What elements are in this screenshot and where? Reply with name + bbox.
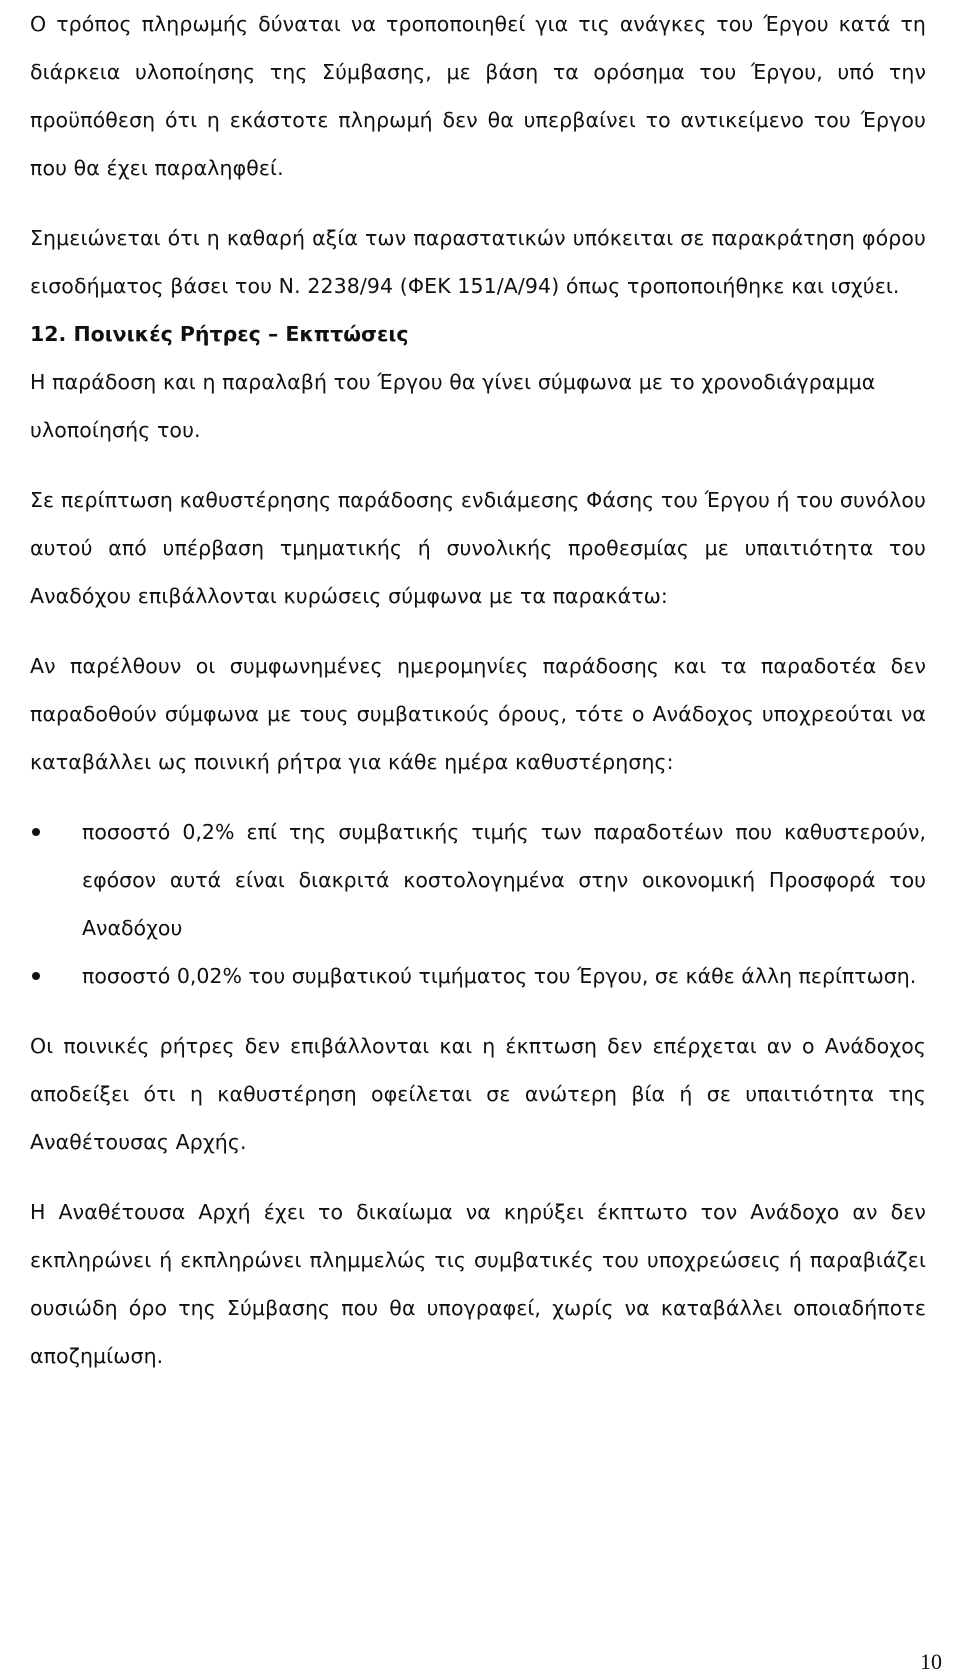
paragraph-payment-method: Ο τρόπος πληρωμής δύναται να τροποποιηθεί για τις ανάγκες του Έργου κατά τη διάρκεια υλοποίησης της Σύμβασης, με βάση τα ορόσημα του Έργου, υπό την προϋπόθεση ότι η εκάστοτε πληρωμή δεν θα υπερβαίνει το αντικείμενο του Έργου που θα έχει παραληφθεί. — [30, 12, 926, 180]
paragraph-delivery: Η παράδοση και η παραλαβή του Έργου θα γίνει σύμφωνα με το χρονοδιάγραμμα υλοποίησής του. — [30, 370, 876, 442]
paragraph-tax-withholding: Σημειώνεται ότι η καθαρή αξία των παραστατικών υπόκειται σε παρακράτηση φόρου εισοδήματος βάσει του Ν. 2238/94 (ΦΕΚ 151/Α/94) όπως τροποποιήθηκε και ισχύει. — [30, 226, 926, 298]
list-item — [30, 952, 926, 1000]
paragraph-delay-sanctions: Σε περίπτωση καθυστέρησης παράδοσης ενδιάμεσης Φάσης του Έργου ή του συνόλου αυτού από υπέρβαση τμηματικής ή συνολικής προθεσμίας με υπαιτιότητα του Αναδόχου επιβάλλονται κυρώσεις σύμφωνα με τα παρακάτω: — [30, 488, 926, 608]
document-page — [30, 0, 926, 1380]
penalty-list — [30, 808, 926, 1000]
paragraph-forfeiture: Η Αναθέτουσα Αρχή έχει το δικαίωμα να κηρύξει έκπτωτο τον Ανάδοχο αν δεν εκπληρώνει ή εκπληρώνει πλημμελώς τις συμβατικές του υποχρεώσεις ή παραβιάζει ουσιώδη όρο της Σύμβασης που θα υπογραφεί, χωρίς να καταβάλλει οποιαδήποτε αποζημίωση. — [30, 1200, 926, 1368]
paragraph-penalty-clause: Αν παρέλθουν οι συμφωνημένες ημερομηνίες παράδοσης και τα παραδοτέα δεν παραδοθούν σύμφωνα με τους συμβατικούς όρους, τότε ο Ανάδοχος υποχρεούται να καταβάλλει ως ποινική ρήτρα για κάθε ημέρα καθυστέρησης: — [30, 654, 926, 774]
section-heading: 12. Ποινικές Ρήτρες – Εκπτώσεις — [30, 322, 409, 346]
bullet-icon — [32, 828, 40, 836]
page-number: 10 — [920, 1649, 942, 1674]
list-item-text: ποσοστό 0,2% επί της συμβατικής τιμής των παραδοτέων που καθυστερούν, εφόσον αυτά είναι διακριτά κοστολογημένα στην οικονομική Προσφορά του Αναδόχου — [82, 820, 926, 940]
bullet-icon — [32, 972, 40, 980]
list-item-text: ποσοστό 0,02% του συμβατικού τιμήματος του Έργου, σε κάθε άλλη περίπτωση. — [82, 964, 917, 988]
paragraph-force-majeure: Οι ποινικές ρήτρες δεν επιβάλλονται και η έκπτωση δεν επέρχεται αν ο Ανάδοχος αποδείξει ότι η καθυστέρηση οφείλεται σε ανώτερη βία ή σε υπαιτιότητα της Αναθέτουσας Αρχής. — [30, 1034, 926, 1154]
list-item — [30, 808, 926, 952]
